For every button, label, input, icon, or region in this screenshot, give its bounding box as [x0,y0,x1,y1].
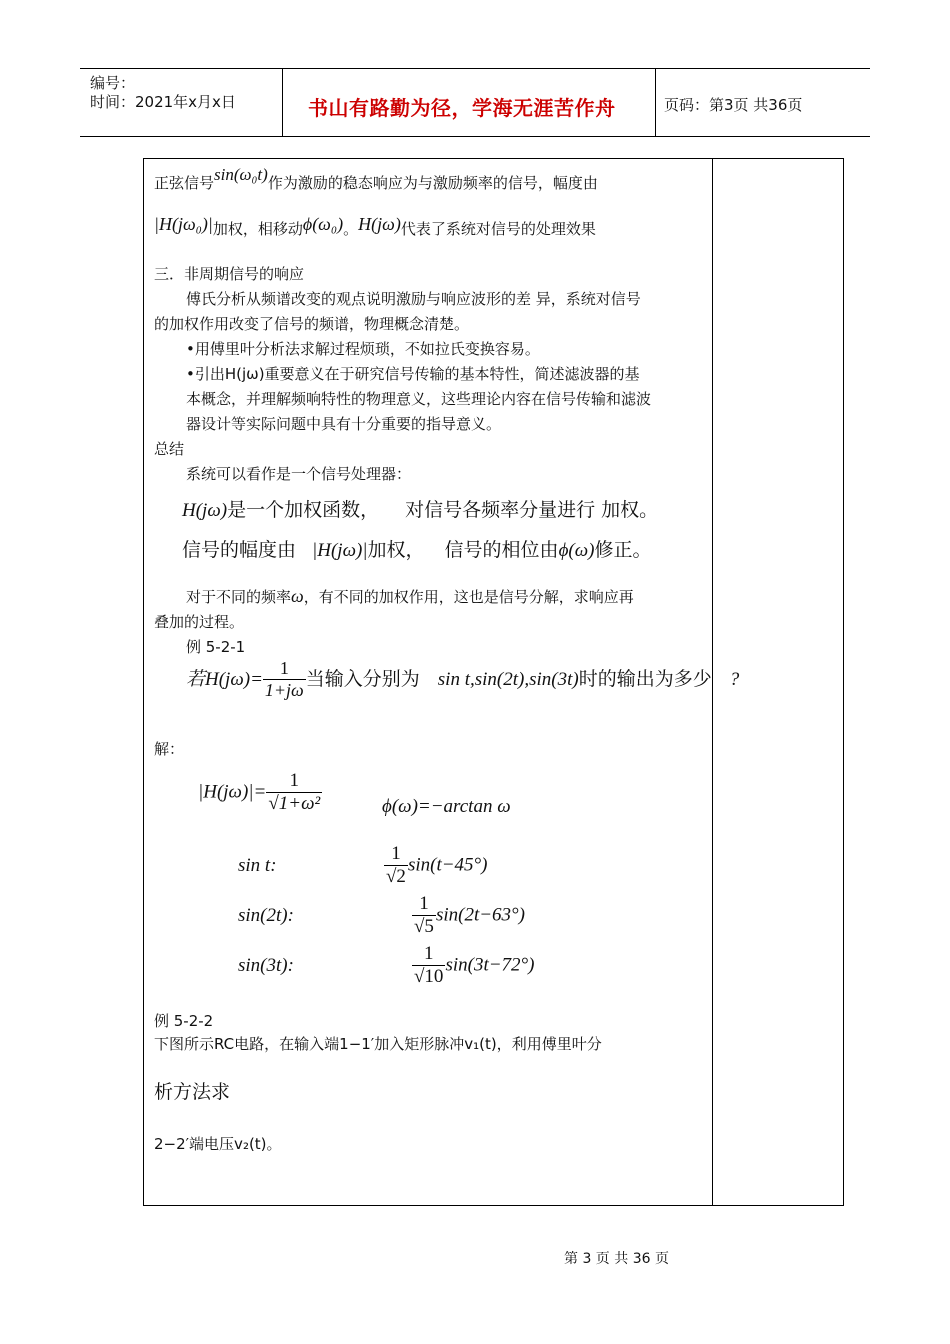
para-a-line1: 傅氏分析从频谱改变的观点说明激励与响应波形的差 异，系统对信号 [186,290,641,308]
magnitude-expr: |H(jω)| [312,540,368,561]
fraction [384,843,408,888]
text: 对信号各频率分量进行 加权。 [405,499,659,521]
input-label: sin(2t): [238,904,294,926]
denominator: √2 [386,866,406,887]
denominator: √1+ω² [268,793,321,814]
example-2-line: 下图所示RC电路，在输入端1−1′加入矩形脉冲v₁(t)，利用傅里叶分 [154,1035,602,1053]
result-row-3 [238,943,534,988]
result-row-2 [238,893,525,938]
denominator: √10 [414,966,444,987]
para-b-line2: 叠加的过程。 [154,613,245,631]
para-a-line2: 的加权作用改变了信号的频谱，物理概念清楚。 [154,315,470,333]
result-row-1 [238,843,487,888]
magnitude-expr: |H(jω)|= [198,781,267,803]
header-bottom-rule [80,136,870,137]
text: 当输入分别为 [305,668,420,690]
fraction [412,893,436,938]
phase-expr: ϕ(ω₀) [302,214,344,234]
header-divider-left [282,68,283,136]
denominator: 1+jω [264,680,304,700]
header-divider-right [655,68,656,136]
text: 是一个加权函数， [227,499,380,521]
numerator: 1 [266,770,322,793]
text: 对于不同的频率 [186,588,292,606]
solution-label: 解： [154,740,185,758]
example-1-question [186,658,739,701]
summary-line: 系统可以看作是一个信号处理器： [186,465,412,483]
numerator: 1 [412,943,445,966]
text: 修正。 [594,539,652,561]
transfer-fn-expr: H(jω) [358,214,401,234]
omega-symbol: ω [291,586,304,606]
text: 时的输出为多少 [578,668,712,690]
para-b-line1 [186,586,634,607]
header-page-info: 页码：第3页 共36页 [664,96,803,114]
example-2-end: 2−2′端电压v₂(t)。 [154,1135,282,1153]
summary-heading: 总结 [154,440,185,458]
question-mark: ? [729,669,740,690]
fraction [266,770,322,815]
magnitude-expr: |H(jω₀)| [154,214,213,234]
bullet-1: •用傅里叶分析法求解过程烦琐，不如拉氏变换容易。 [186,340,540,358]
header-number-label: 编号： [90,74,136,92]
solution-magnitude [198,770,322,815]
summary-big-line1 [182,495,658,522]
text: 信号的幅度由 [182,539,297,561]
header-top-rule [80,68,870,69]
bullet-2-line1: •引出H(jω)重要意义在于研究信号传输的基本特性，简述滤波器的基 [186,365,640,383]
transfer-fn-expr: H(jω) [182,500,228,521]
output-expr: sin(2t−63°) [435,904,525,926]
text: 加权，相移动 [212,220,303,238]
phase-expr: ϕ(ω) [558,540,595,561]
text: 加权， [367,539,425,561]
inputs-expr: sin t,sin(2t),sin(3t) [437,669,579,690]
solution-phase: ϕ(ω)=−arctan ω [382,796,511,817]
para-sine-signal [154,165,598,193]
text: 作为激励的稳态响应为与激励频率的信号，幅度由 [267,174,598,192]
text: 正弦信号 [154,174,215,192]
footer-page-number: 第 3 页 共 36 页 [564,1251,669,1267]
fraction [412,943,445,988]
output-expr: sin(t−45°) [407,854,488,876]
example-1-label: 例 5-2-1 [186,638,246,656]
example-2-label: 例 5-2-2 [154,1012,214,1030]
denominator: √5 [414,916,434,937]
if-transfer-fn: 若H(jω)= [186,669,263,690]
header-date: 时间：2021年x月x日 [90,93,236,111]
text: ，有不同的加权作用，这也是信号分解，求响应再 [303,588,634,606]
section-heading-3: 三．非周期信号的响应 [154,265,305,283]
summary-big-line2 [182,535,651,562]
input-label: sin t: [238,854,277,876]
fraction [263,658,306,701]
output-expr: sin(3t−72°) [445,954,535,976]
text: 代表了系统对信号的处理效果 [400,220,596,238]
input-label: sin(3t): [238,954,294,976]
bullet-2-line3: 器设计等实际问题中具有十分重要的指导意义。 [186,415,502,433]
text: 信号的相位由 [444,539,559,561]
numerator: 1 [412,893,436,916]
para-weighting [154,214,596,239]
bullet-2-line2: 本概念，并理解频响特性的物理意义，这些理论内容在信号传输和滤波 [186,390,652,408]
text: 。 [343,220,359,238]
sine-expr: sin(ω₀t) [214,165,268,184]
example-2-method: 析方法求 [154,1081,231,1103]
numerator: 1 [263,658,306,680]
numerator: 1 [384,843,408,866]
header-motto: 书山有路勤为径，学海无涯苦作舟 [308,96,616,120]
